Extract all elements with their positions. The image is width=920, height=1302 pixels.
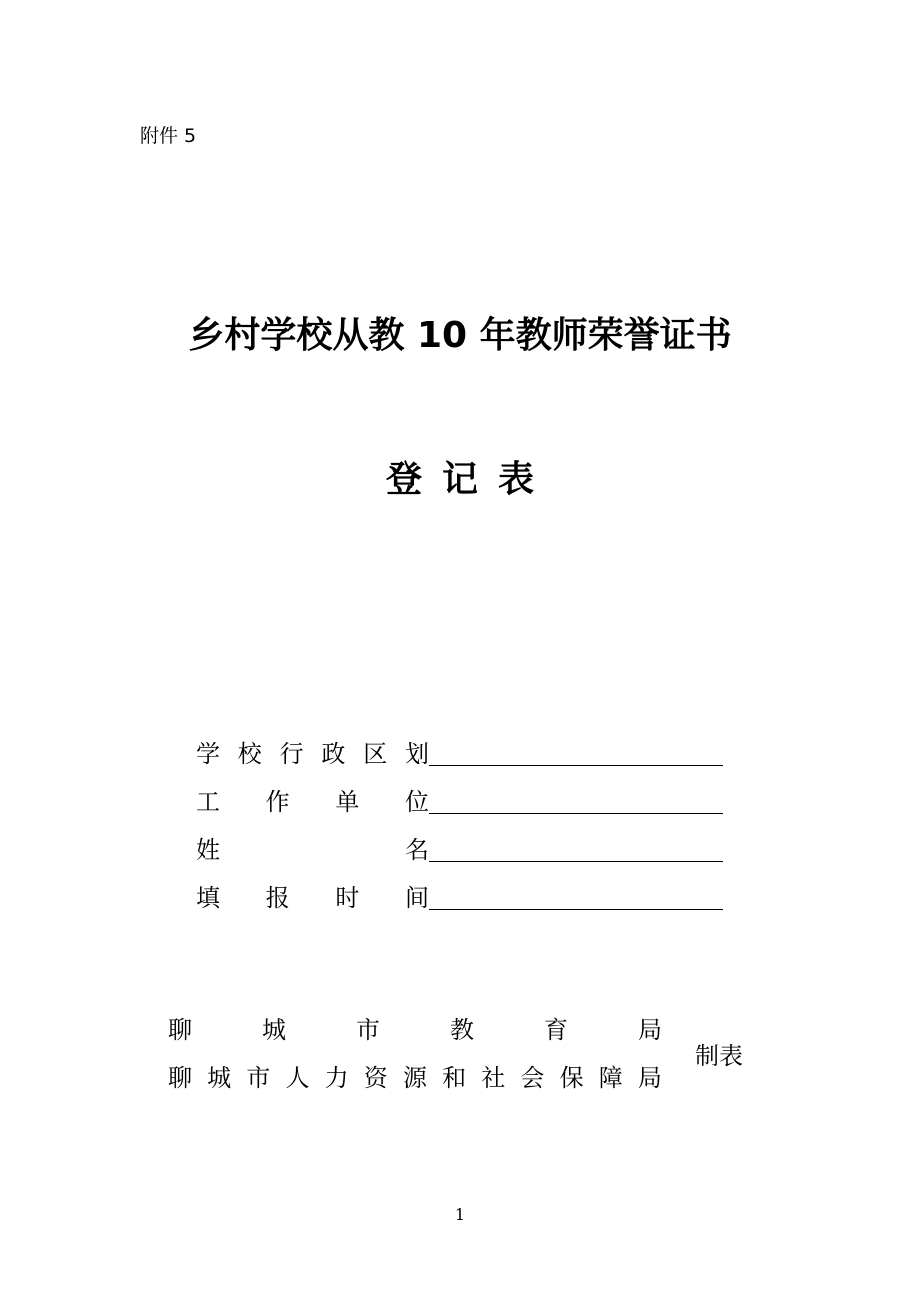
issuer-char: 聊 [168, 1016, 192, 1044]
field-label-char: 政 [321, 740, 346, 768]
issuer-char: 市 [356, 1016, 380, 1044]
issuer-char: 市 [246, 1064, 271, 1092]
field-label-char: 校 [237, 740, 262, 768]
issuer-education-bureau [168, 1008, 662, 1056]
issuer-char: 教 [450, 1016, 474, 1044]
work-unit-field[interactable] [429, 783, 723, 814]
field-label-char: 间 [404, 884, 429, 912]
field-row-name [196, 818, 723, 866]
field-label-school-district [196, 738, 429, 770]
field-label-char: 学 [196, 740, 220, 768]
name-field[interactable] [429, 831, 723, 862]
school-district-field[interactable] [429, 735, 723, 766]
issuer-char: 局 [638, 1016, 662, 1044]
issuer-char: 城 [262, 1016, 286, 1044]
field-row-school-district [196, 722, 723, 770]
page-subtitle: 登记表 [385, 459, 554, 500]
page-title: 乡村学校从教 10 年教师荣誉证书 [188, 315, 732, 356]
field-label-char: 作 [265, 788, 290, 816]
issuer-suffix: 制表 [695, 1042, 743, 1070]
field-label-char: 姓 [196, 836, 220, 864]
field-label-char: 时 [335, 884, 360, 912]
issuer-char: 障 [598, 1064, 623, 1092]
field-label-char: 工 [196, 788, 220, 816]
field-label-char: 单 [335, 788, 360, 816]
issuer-hr-social-security-bureau [168, 1056, 662, 1104]
field-label-char: 区 [363, 740, 388, 768]
field-label-char: 行 [279, 740, 304, 768]
field-label-work-unit [196, 786, 429, 818]
issuer-char: 源 [402, 1064, 427, 1092]
registration-fields [196, 722, 723, 914]
field-row-work-unit [196, 770, 723, 818]
attachment-label: 附件 5 [140, 125, 197, 147]
field-label-char: 填 [196, 884, 220, 912]
field-label-name [196, 834, 429, 866]
issuer-char: 力 [324, 1064, 349, 1092]
field-label-char: 位 [404, 788, 429, 816]
field-label-char: 划 [404, 740, 429, 768]
issuer-char: 人 [285, 1064, 310, 1092]
field-label-report-date [196, 882, 429, 914]
issuer-char: 社 [481, 1064, 506, 1092]
field-label-char: 名 [405, 836, 429, 864]
field-label-char: 报 [265, 884, 290, 912]
issuer-char: 会 [520, 1064, 545, 1092]
page-number: 1 [454, 1205, 466, 1224]
report-date-field[interactable] [429, 879, 723, 910]
issuer-char: 和 [442, 1064, 467, 1092]
issuer-char: 育 [544, 1016, 568, 1044]
issuer-char: 资 [363, 1064, 388, 1092]
issuer-char: 保 [559, 1064, 584, 1092]
issuer-char: 城 [207, 1064, 232, 1092]
issuer-char: 聊 [168, 1064, 192, 1092]
field-row-report-date [196, 866, 723, 914]
issuing-authorities [168, 1008, 662, 1104]
issuer-char: 局 [637, 1064, 662, 1092]
